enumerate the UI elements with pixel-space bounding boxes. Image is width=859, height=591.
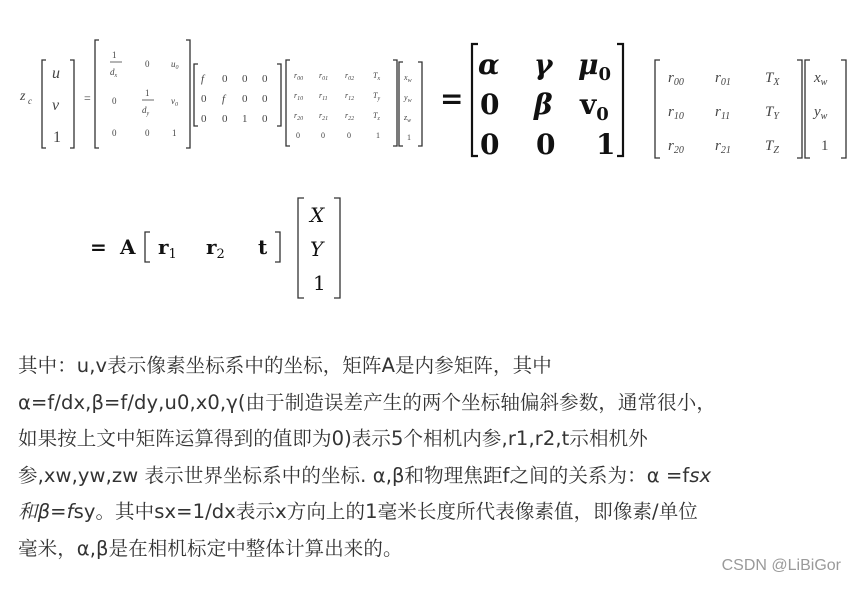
svg-text:1: 1 [112,50,117,60]
line5-text: sy。其中sx=1/dx表示x方向上的1毫米长度所代表像素值，即像素/单位 [73,500,698,523]
svg-text:Y: Y [310,237,324,261]
svg-text:z: z [20,89,26,104]
svg-text:X: X [310,203,325,227]
projection-matrix [194,64,281,126]
svg-text:0: 0 [112,128,117,138]
svg-text:1: 1 [145,88,150,98]
svg-text:r00: $r_{00}$ [294,71,304,82]
svg-text:v: v [52,97,60,114]
svg-text:=: = [90,235,107,259]
svg-text:Tx: $T_x$ [373,71,381,82]
svg-text:r20: $r_{20}$ [294,111,304,122]
svg-text:0: 0 [201,113,207,125]
svg-text:r21: $r_{21}$ [715,138,731,156]
svg-text:r22: $r_{22}$ [345,111,355,122]
svg-text:0: 0 [242,93,248,105]
svg-text:0: 0 [222,113,228,125]
watermark: CSDN @LiBiGor [721,557,841,574]
svg-text:0: 0 [201,93,207,105]
svg-text:t: t [258,235,268,259]
svg-text:1: 1 [172,128,177,138]
world-vector-small [399,62,422,146]
svg-text:dy: $d_y$ [142,105,150,117]
lhs-scale [19,89,32,106]
svg-text:0: 0 [536,128,556,161]
svg-text:1: 1 [596,128,616,161]
svg-text:1: 1 [53,129,61,146]
svg-text:0: 0 [145,59,150,69]
svg-text:r11: $r_{11}$ [319,91,328,102]
line5-italic: 和β=f [18,500,74,523]
paragraph-line-6: 毫米，α,β是在相机标定中整体计算出来的。 [18,536,403,560]
svg-text:1: 1 [821,138,829,154]
svg-text:0: 0 [347,131,351,140]
paragraph-line-4 [18,458,848,495]
svg-text:1: 1 [376,131,380,140]
extrinsic-matrix-small [286,60,397,146]
svg-text:Ty: $T_y$ [373,91,381,102]
svg-text:r10: $r_{10}$ [294,91,304,102]
svg-text:0: 0 [262,73,268,85]
explanation-paragraph [18,348,848,567]
svg-text:0: 0 [112,96,117,106]
svg-text:1: 1 [313,271,326,295]
paragraph-line-3: 如果按上文中矩阵运算得到的值即为0)表示5个相机内参,r1,r2,t示相机外 [18,427,648,450]
svg-text:r01: $r_{01}$ [715,70,731,88]
svg-text:yw: $y_w$ [404,93,412,104]
svg-text:v0: $v_0$ [580,88,609,125]
extrinsic-matrix [655,60,802,158]
svg-text:u0: $u_0$ [171,59,179,71]
intrinsic-matrix-small [95,40,190,148]
svg-text:v0: $v_0$ [171,96,178,108]
svg-text:r12: $r_{12}$ [345,91,355,102]
svg-text:Tz: $T_z$ [373,111,380,122]
svg-text:A: A [120,235,136,259]
svg-text:yw: $y_w$ [814,104,828,122]
svg-text:dx: $d_x$ [110,67,118,79]
svg-text:r2: $r_2$ [206,235,225,262]
line4-text: 参,xw,yw,zw 表示世界坐标系中的坐标. α,β和物理焦距f之间的关系为：α =f [18,463,690,487]
intrinsic-matrix [472,44,623,161]
svg-text:u: u [52,65,60,82]
svg-text:0: 0 [480,88,500,121]
svg-text:0: 0 [321,131,325,140]
svg-text:0: 0 [242,73,248,85]
svg-text:r20: $r_{20}$ [668,138,684,156]
line4-italic: sx [689,463,712,487]
svg-text:zw: $z_w$ [404,113,412,124]
equals-sign: = [440,82,464,115]
svg-text:xw: $x_w$ [404,73,412,84]
svg-text:r00: $r_{00}$ [668,70,684,88]
svg-text:r01: $r_{01}$ [319,71,329,82]
svg-text:γ: γ [534,48,553,81]
svg-text:TZ: $T_Z$ [765,138,779,156]
svg-text:c: c [28,96,32,106]
svg-text:α: α [478,48,500,81]
svg-text:μ0: $\mu_0$ [578,48,612,85]
svg-text:r11: $r_{11}$ [715,104,731,122]
equation-second-line [90,198,340,298]
svg-text:=: = [84,91,91,105]
paragraph-line-5 [18,494,848,531]
svg-text:TY: $T_Y$ [765,104,779,122]
paragraph-line-2: α=f/dx,β=f/dy,u0,x0,γ(由于制造误差产生的两个坐标轴偏斜参数，通常很小， [18,390,716,414]
svg-text:r10: $r_{10}$ [668,104,684,122]
svg-text:r02: $r_{02}$ [345,71,355,82]
svg-text:f: f [201,73,205,85]
svg-text:xw: $x_w$ [814,70,828,88]
svg-text:r1: $r_1$ [158,235,177,262]
svg-text:TX: $T_X$ [765,70,780,88]
svg-text:0: 0 [262,113,268,125]
svg-text:1: 1 [242,113,248,125]
svg-text:0: 0 [296,131,300,140]
svg-text:0: 0 [262,93,268,105]
world-vector [805,60,846,158]
svg-text:0: 0 [145,128,150,138]
svg-text:0: 0 [480,128,500,161]
lhs-vector [42,60,74,148]
svg-text:0: 0 [222,73,228,85]
paragraph-line-1: 其中：u,v表示像素坐标系中的坐标，矩阵A是内参矩阵，其中 [18,354,552,377]
svg-text:f: f [222,93,226,105]
svg-text:1: 1 [407,133,411,142]
svg-text:r21: $r_{21}$ [319,111,329,122]
svg-text:β: β [534,88,553,121]
